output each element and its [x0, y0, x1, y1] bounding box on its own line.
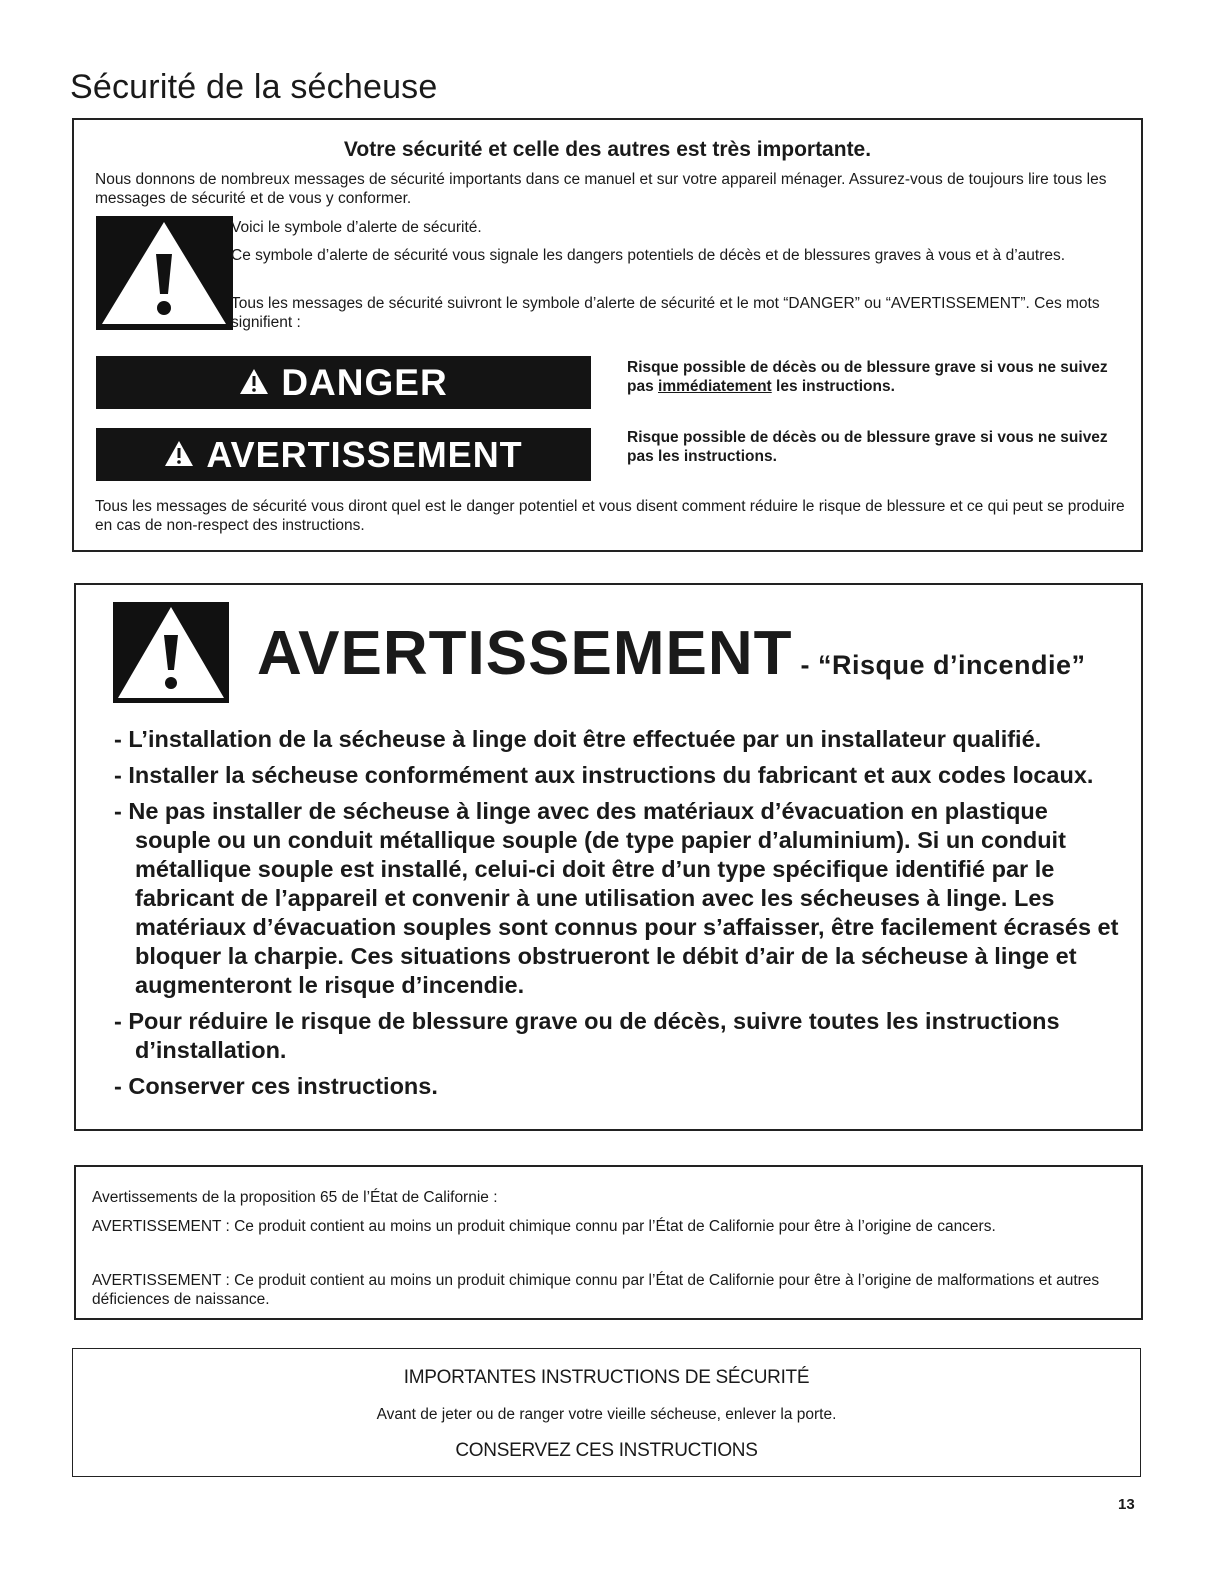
important-title: IMPORTANTES INSTRUCTIONS DE SÉCURITÉ — [403, 1367, 810, 1388]
list-item: - Installer la sécheuse conformément aux instructions du fabricant et aux codes locaux. — [114, 762, 1094, 788]
list-item: - Ne pas installer de sécheuse à linge avec des matériaux d’évacuation en plastique souple ou un conduit métallique souple (de type papier d’aluminium). Si un conduit métallique souple est installé, celui-ci doit être d’un type spécifique identifié par le fabricant de l’appareil et convenir à une utilisation avec les sécheuses à linge. Les matériaux d’évacuation souples sont connus pour s’affaisser, être facilement écrasés et bloquer la charpie. Ces situations obstrueront le débit d’air de la sécheuse à linge et augmenteront le risque d’incendie. — [114, 798, 1119, 998]
page-number: 13 — [1118, 1496, 1135, 1513]
prop65-box — [74, 1165, 1143, 1320]
warning-banner — [96, 428, 591, 481]
list-item: - Pour réduire le risque de blessure grave ou de décès, suivre toutes les instructions d’installation. — [114, 1008, 1060, 1063]
save-instructions: CONSERVEZ CES INSTRUCTIONS — [455, 1440, 758, 1461]
list-item: - L’installation de la sécheuse à linge doit être effectuée par un installateur qualifié. — [114, 726, 1042, 752]
symbol-text-1: Voici le symbole d’alerte de sécurité. — [231, 219, 482, 236]
warning-triangle-icon — [164, 434, 194, 476]
safety-intro-text: Nous donnons de nombreux messages de sécurité importants dans ce manuel et sur votre appareil ménager. Assurez-vous de toujours lire tous les messages de sécurité et de vous y conformer. — [95, 171, 1107, 207]
important-instructions-box — [72, 1348, 1141, 1477]
important-body: Avant de jeter ou de ranger votre vieille sécheuse, enlever la porte. — [376, 1406, 837, 1423]
warning-description: Risque possible de décès ou de blessure grave si vous ne suivez pas les instructions. — [627, 429, 1108, 465]
symbol-text-3: Tous les messages de sécurité suivront le symbole d’alerte de sécurité et le mot “DANGER” ou “AVERTISSEMENT”. Ces mots signifient : — [231, 295, 1100, 331]
prop65-heading: Avertissements de la proposition 65 de l’État de Californie : — [92, 1189, 498, 1206]
warning-label: AVERTISSEMENT — [206, 433, 523, 475]
list-item: - Conserver ces instructions. — [114, 1073, 438, 1099]
safety-alert-icon — [113, 602, 229, 703]
prop65-warning-1: AVERTISSEMENT : Ce produit contient au moins un produit chimique connu par l’État de Californie pour être à l’origine de cancers. — [92, 1218, 996, 1235]
danger-description: Risque possible de décès ou de blessure grave si vous ne suivez pas immédiatement les instructions. — [627, 359, 1108, 395]
warning-triangle-icon — [239, 362, 269, 404]
fire-warning-title: AVERTISSEMENT - “Risque d’incendie” — [257, 619, 1086, 688]
safety-heading: Votre sécurité et celle des autres est très importante. — [343, 138, 872, 161]
fire-warning-list — [114, 725, 1124, 1108]
safety-intro-box — [72, 118, 1143, 552]
safety-alert-icon — [96, 216, 233, 330]
safety-closing-text: Tous les messages de sécurité vous diront quel est le danger potentiel et vous disent comment réduire le risque de blessure et ce qui peut se produire en cas de non-respect des instructions. — [95, 498, 1125, 534]
fire-warning-box — [74, 583, 1143, 1131]
danger-label: DANGER — [281, 361, 448, 403]
symbol-text-2: Ce symbole d’alerte de sécurité vous signale les dangers potentiels de décès et de blessures graves à vous et à d’autres. — [231, 247, 1066, 264]
page-title: Sécurité de la sécheuse — [70, 68, 438, 106]
danger-banner — [96, 356, 591, 409]
prop65-warning-2: AVERTISSEMENT : Ce produit contient au moins un produit chimique connu par l’État de Californie pour être à l’origine de malformations et autres déficiences de naissance. — [92, 1272, 1100, 1308]
